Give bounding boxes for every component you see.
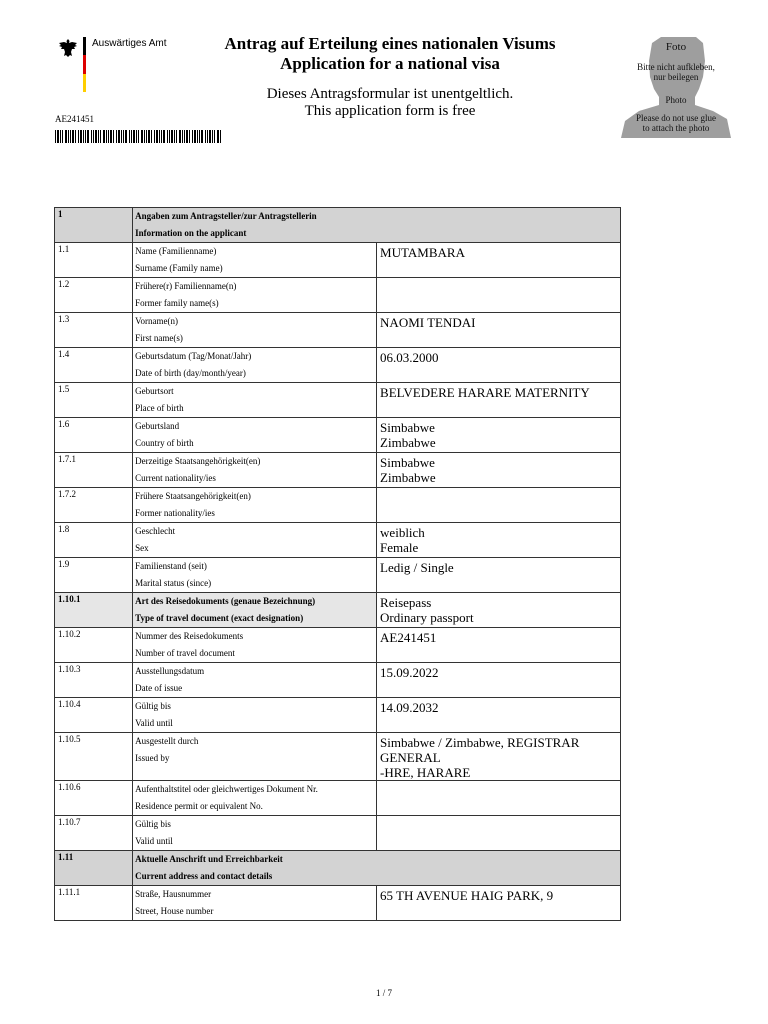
page-number: 1 / 7	[375, 988, 392, 998]
field-row-current-nationality	[55, 453, 621, 488]
field-value: BELVEDERE HARARE MATERNITY	[380, 385, 590, 400]
label-german: Gültig bis	[135, 701, 171, 711]
label-english: Residence permit or equivalent No.	[135, 801, 263, 811]
free-notice-english: This application form is free	[304, 103, 476, 119]
field-number: 1.9	[55, 558, 133, 593]
photo-label-english: Photo	[665, 95, 687, 105]
ministry-logo	[57, 37, 177, 97]
label-german: Derzeitige Staatsangehörigkeit(en)	[135, 456, 261, 466]
field-label	[133, 781, 377, 816]
label-german: Familienstand (seit)	[135, 561, 207, 571]
label-german: Ausstellungsdatum	[135, 666, 205, 676]
field-number: 1.7.2	[55, 488, 133, 523]
field-value-2: -HRE, HARARE	[380, 765, 471, 780]
section-number: 1	[55, 208, 133, 243]
section-header-applicant	[55, 208, 621, 243]
label-english: Number of travel document	[135, 648, 235, 658]
label-english: Sex	[135, 543, 149, 553]
field-label	[133, 278, 377, 313]
field-label	[133, 698, 377, 733]
field-value-2: Female	[380, 540, 419, 555]
field-label	[133, 488, 377, 523]
label-english: Date of issue	[135, 683, 183, 693]
field-number: 1.8	[55, 523, 133, 558]
title-english: Application for a national visa	[280, 54, 500, 73]
field-value: Ledig / Single	[380, 560, 454, 575]
applicant-info-table	[54, 207, 621, 921]
field-number: 1.10.6	[55, 781, 133, 816]
photo-note-german-1: Bitte nicht aufkleben,	[637, 62, 715, 72]
section-title-german: Angaben zum Antragsteller/zur Antragstellerin	[135, 211, 317, 221]
label-english: Date of birth (day/month/year)	[135, 368, 246, 378]
field-number: 1.3	[55, 313, 133, 348]
field-row-date-of-issue	[55, 663, 621, 698]
field-number: 1.10.1	[55, 593, 133, 628]
field-number: 1.10.2	[55, 628, 133, 663]
field-label	[133, 628, 377, 663]
field-label	[133, 886, 377, 921]
label-english: First name(s)	[135, 333, 183, 343]
date-of-issue-field[interactable]	[377, 663, 621, 698]
field-row-travel-document-type	[55, 593, 621, 628]
section-header-address	[55, 851, 621, 886]
field-row-former-nationality	[55, 488, 621, 523]
photo-label-german: Foto	[665, 41, 687, 53]
label-english: Valid until	[135, 836, 173, 846]
field-row-surname	[55, 243, 621, 278]
label-german: Art des Reisedokuments (genaue Bezeichnung)	[135, 596, 316, 606]
photo-note-english-2: to attach the photo	[642, 123, 710, 133]
date-of-birth-field[interactable]	[377, 348, 621, 383]
field-value-2: Ordinary passport	[380, 610, 474, 625]
field-value: NAOMI TENDAI	[380, 315, 476, 330]
field-value: AE241451	[380, 630, 437, 645]
former-family-name-field[interactable]	[377, 278, 621, 313]
field-row-residence-permit	[55, 781, 621, 816]
field-row-valid-until	[55, 698, 621, 733]
section-title-english: Current address and contact details	[135, 871, 273, 881]
field-row-permit-valid-until	[55, 816, 621, 851]
travel-document-type-field[interactable]	[377, 593, 621, 628]
marital-status-field[interactable]	[377, 558, 621, 593]
field-label	[133, 243, 377, 278]
place-of-birth-field[interactable]	[377, 383, 621, 418]
field-row-travel-document-number	[55, 628, 621, 663]
field-row-first-names	[55, 313, 621, 348]
field-value: 14.09.2032	[380, 700, 439, 715]
field-label	[133, 663, 377, 698]
field-label	[133, 558, 377, 593]
federal-eagle-icon	[57, 37, 79, 59]
label-english: Former nationality/ies	[135, 508, 215, 518]
label-english: Place of birth	[135, 403, 184, 413]
field-row-place-of-birth	[55, 383, 621, 418]
section-title-english: Information on the applicant	[135, 228, 247, 238]
section-title-german: Aktuelle Anschrift und Erreichbarkeit	[135, 854, 283, 864]
field-number: 1.5	[55, 383, 133, 418]
label-english: Former family name(s)	[135, 298, 219, 308]
section-number: 1.11	[55, 851, 133, 886]
label-german: Geburtsdatum (Tag/Monat/Jahr)	[135, 351, 252, 361]
label-german: Name (Familienname)	[135, 246, 217, 256]
field-number: 1.11.1	[55, 886, 133, 921]
field-number: 1.10.4	[55, 698, 133, 733]
barcode-image	[55, 130, 223, 143]
label-english: Country of birth	[135, 438, 194, 448]
label-german: Geburtsort	[135, 386, 174, 396]
label-german: Aufenthaltstitel oder gleichwertiges Dokument Nr.	[135, 784, 318, 794]
label-english: Surname (Family name)	[135, 263, 223, 273]
field-row-former-family-name	[55, 278, 621, 313]
field-value: Simbabwe	[380, 455, 435, 470]
document-number: AE241451	[55, 114, 94, 124]
photo-note-german-2: nur beilegen	[653, 72, 699, 82]
field-label	[133, 418, 377, 453]
current-nationality-field[interactable]	[377, 453, 621, 488]
field-number: 1.4	[55, 348, 133, 383]
field-number: 1.1	[55, 243, 133, 278]
label-english: Current nationality/ies	[135, 473, 216, 483]
field-label	[133, 383, 377, 418]
label-german: Gültig bis	[135, 819, 171, 829]
title-german: Antrag auf Erteilung eines nationalen Visums	[224, 34, 556, 53]
country-of-birth-field[interactable]	[377, 418, 621, 453]
photo-placeholder	[621, 33, 731, 138]
field-label	[133, 523, 377, 558]
field-label	[133, 348, 377, 383]
field-number: 1.10.5	[55, 733, 133, 781]
field-row-marital-status	[55, 558, 621, 593]
label-english: Type of travel document (exact designation)	[135, 613, 304, 623]
label-german: Nummer des Reisedokuments	[135, 631, 244, 641]
street-field[interactable]	[377, 886, 621, 921]
field-number: 1.7.1	[55, 453, 133, 488]
field-row-sex	[55, 523, 621, 558]
field-value-2: Zimbabwe	[380, 435, 436, 450]
travel-document-number-field[interactable]	[377, 628, 621, 663]
field-value-2: Zimbabwe	[380, 470, 436, 485]
surname-field[interactable]	[377, 243, 621, 278]
label-english: Marital status (since)	[135, 578, 212, 588]
valid-until-field[interactable]	[377, 698, 621, 733]
label-german: Geschlecht	[135, 526, 176, 536]
label-german: Straße, Hausnummer	[135, 889, 212, 899]
permit-valid-until-field[interactable]	[377, 816, 621, 851]
photo-note-english-1: Please do not use glue	[636, 113, 716, 123]
label-german: Vorname(n)	[135, 316, 178, 326]
ministry-name: Auswärtiges Amt	[92, 38, 167, 49]
german-flag-stripe	[83, 37, 86, 92]
field-value: Reisepass	[380, 595, 432, 610]
label-german: Frühere(r) Familienname(n)	[135, 281, 237, 291]
field-value: Simbabwe / Zimbabwe, REGISTRAR GENERAL	[380, 735, 580, 765]
label-english: Street, House number	[135, 906, 214, 916]
field-row-street	[55, 886, 621, 921]
field-label	[133, 593, 377, 628]
field-value: weiblich	[380, 525, 425, 540]
field-value: Simbabwe	[380, 420, 435, 435]
label-german: Ausgestellt durch	[135, 736, 199, 746]
first-names-field[interactable]	[377, 313, 621, 348]
field-row-date-of-birth	[55, 348, 621, 383]
field-number: 1.10.7	[55, 816, 133, 851]
sex-field[interactable]	[377, 523, 621, 558]
former-nationality-field[interactable]	[377, 488, 621, 523]
label-english: Issued by	[135, 753, 170, 763]
label-german: Geburtsland	[135, 421, 180, 431]
field-label	[133, 313, 377, 348]
field-row-country-of-birth	[55, 418, 621, 453]
label-german: Frühere Staatsangehörigkeit(en)	[135, 491, 251, 501]
field-value: MUTAMBARA	[380, 245, 465, 260]
field-number: 1.2	[55, 278, 133, 313]
field-value: 65 TH AVENUE HAIG PARK, 9	[380, 888, 554, 903]
field-value: 06.03.2000	[380, 350, 439, 365]
field-row-issued-by	[55, 733, 621, 781]
issued-by-field[interactable]	[377, 733, 621, 781]
field-label	[133, 453, 377, 488]
field-number: 1.10.3	[55, 663, 133, 698]
field-label	[133, 733, 377, 781]
residence-permit-field[interactable]	[377, 781, 621, 816]
label-english: Valid until	[135, 718, 173, 728]
field-label	[133, 816, 377, 851]
free-notice-german: Dieses Antragsformular ist unentgeltlich.	[266, 86, 514, 102]
field-value: 15.09.2022	[380, 665, 439, 680]
field-number: 1.6	[55, 418, 133, 453]
